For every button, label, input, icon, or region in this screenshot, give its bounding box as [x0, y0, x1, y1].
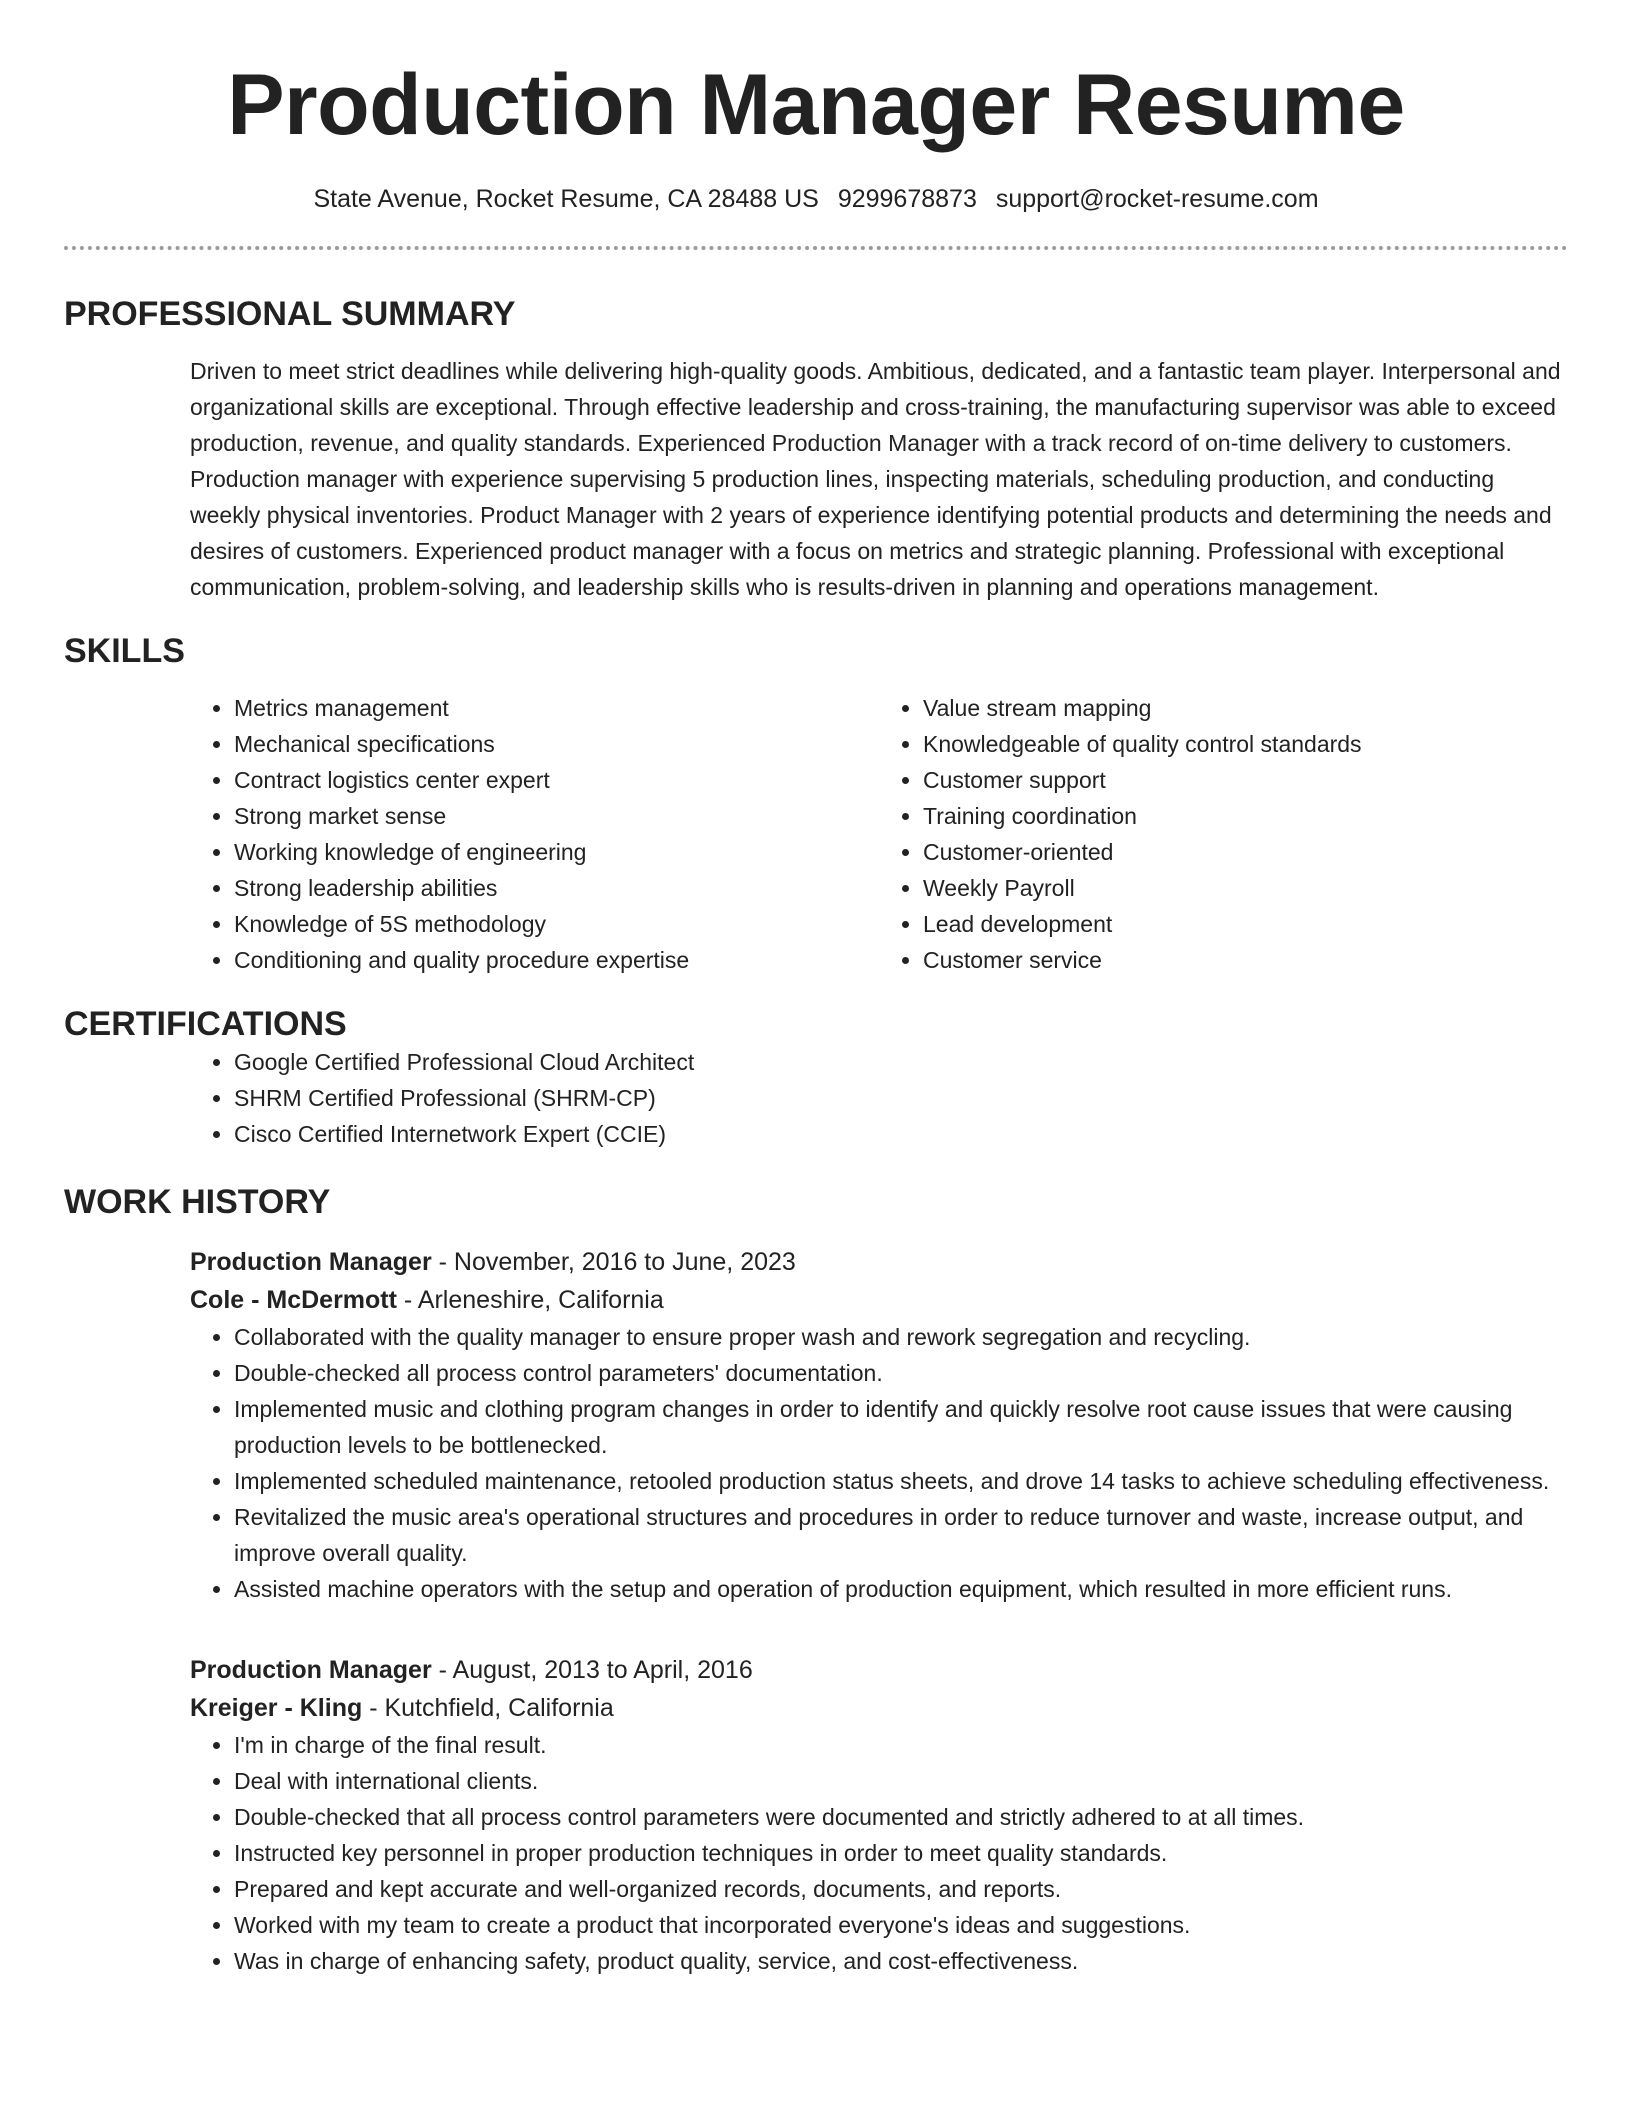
certifications-list [190, 1044, 1568, 1152]
contact-email: support@rocket-resume.com [995, 185, 1319, 213]
skill-item: • Customer support [923, 762, 1568, 798]
skill-item: • Working knowledge of engineering [234, 834, 879, 870]
header-divider [64, 246, 1568, 250]
skill-item: • Customer-oriented [923, 834, 1568, 870]
skills-list-right [879, 690, 1568, 978]
job-title: Production Manager [190, 1656, 432, 1685]
job-bullet: • Worked with my team to create a product that incorporated everyone's ideas and suggestions. [234, 1907, 1568, 1943]
skill-item: • Strong market sense [234, 798, 879, 834]
skill-item: • Knowledge of 5S methodology [234, 906, 879, 942]
skills-heading: SKILLS [64, 631, 185, 670]
job-entry [190, 1651, 1568, 1979]
job-bullet: • Implemented scheduled maintenance, retooled production status sheets, and drove 14 tasks to achieve scheduling effectiveness. [234, 1463, 1568, 1499]
job-bullet: • Instructed key personnel in proper production techniques in order to meet quality standards. [234, 1835, 1568, 1871]
certification-item: • SHRM Certified Professional (SHRM-CP) [234, 1080, 1568, 1116]
job-bullets [190, 1319, 1568, 1607]
job-bullet: • Assisted machine operators with the setup and operation of production equipment, which resulted in more efficient runs. [234, 1571, 1568, 1607]
skill-item: • Mechanical specifications [234, 726, 879, 762]
skills-columns [190, 690, 1568, 978]
job-bullet: • Double-checked all process control parameters' documentation. [234, 1355, 1568, 1391]
job-bullet: • I'm in charge of the final result. [234, 1727, 1568, 1763]
job-bullet: • Implemented music and clothing program changes in order to identify and quickly resolve root cause issues that were causing production levels to be bottlenecked. [234, 1391, 1568, 1463]
job-bullet: • Deal with international clients. [234, 1763, 1568, 1799]
skill-item: • Customer service [923, 942, 1568, 978]
job-bullet: • Double-checked that all process control parameters were documented and strictly adhered to at all times. [234, 1799, 1568, 1835]
skill-item: • Lead development [923, 906, 1568, 942]
job-location: - Arleneshire, California [396, 1286, 664, 1315]
job-bullet: • Prepared and kept accurate and well-organized records, documents, and reports. [234, 1871, 1568, 1907]
work-history-heading: WORK HISTORY [64, 1183, 331, 1222]
job-company-line [190, 1689, 1568, 1727]
job-title: Production Manager [190, 1248, 432, 1277]
job-location: - Kutchfield, California [362, 1694, 614, 1723]
skill-item: • Conditioning and quality procedure expertise [234, 942, 879, 978]
job-bullet: • Revitalized the music area's operational structures and procedures in order to reduce turnover and waste, increase output, and improve overall quality. [234, 1499, 1568, 1571]
skills-list-left [190, 690, 879, 978]
job-bullet: • Collaborated with the quality manager to ensure proper wash and rework segregation and recycling. [234, 1319, 1568, 1355]
skill-item: • Knowledgeable of quality control standards [923, 726, 1568, 762]
certifications-heading: CERTIFICATIONS [64, 1004, 347, 1043]
job-bullet: • Was in charge of enhancing safety, product quality, service, and cost-effectiveness. [234, 1943, 1568, 1979]
job-title-line [190, 1651, 1568, 1689]
skill-item: • Training coordination [923, 798, 1568, 834]
job-bullets [190, 1727, 1568, 1979]
job-entry [190, 1243, 1568, 1607]
certification-item: • Cisco Certified Internetwork Expert (CCIE) [234, 1116, 1568, 1152]
skill-item: • Weekly Payroll [923, 870, 1568, 906]
certification-item: • Google Certified Professional Cloud Architect [234, 1044, 1568, 1080]
job-dates: - November, 2016 to June, 2023 [431, 1248, 796, 1277]
job-company-line [190, 1281, 1568, 1319]
contact-phone: 9299678873 [837, 185, 977, 213]
job-title-line [190, 1243, 1568, 1281]
skill-item: • Value stream mapping [923, 690, 1568, 726]
summary-text: Driven to meet strict deadlines while delivering high-quality goods. Ambitious, dedicated, and a fantastic team player. Interpersonal and organizational skills are exceptional. Through effective leadership and cross-training, the manufacturing supervisor was able to exceed production, revenue, and quality standards. Experienced Production Manager with a track record of on-time delivery to customers. Production manager with experience supervising 5 production lines, inspecting materials, scheduling production, and conducting weekly physical inventories. Product Manager with 2 years of experience identifying potential products and determining the needs and desires of customers. Experienced product manager with a focus on metrics and strategic planning. Professional with exceptional communication, problem-solving, and leadership skills who is results-driven in planning and operations management. [190, 357, 1561, 600]
job-company: Cole - McDermott [190, 1286, 397, 1315]
contact-info [64, 184, 1568, 214]
skill-item: • Metrics management [234, 690, 879, 726]
summary-heading: PROFESSIONAL SUMMARY [64, 295, 516, 333]
contact-address: State Avenue, Rocket Resume, CA 28488 US [313, 185, 819, 213]
page-title: Production Manager Resume [227, 57, 1405, 153]
skill-item: • Contract logistics center expert [234, 762, 879, 798]
job-company: Kreiger - Kling [190, 1694, 363, 1723]
skill-item: • Strong leadership abilities [234, 870, 879, 906]
job-dates: - August, 2013 to April, 2016 [431, 1656, 753, 1685]
